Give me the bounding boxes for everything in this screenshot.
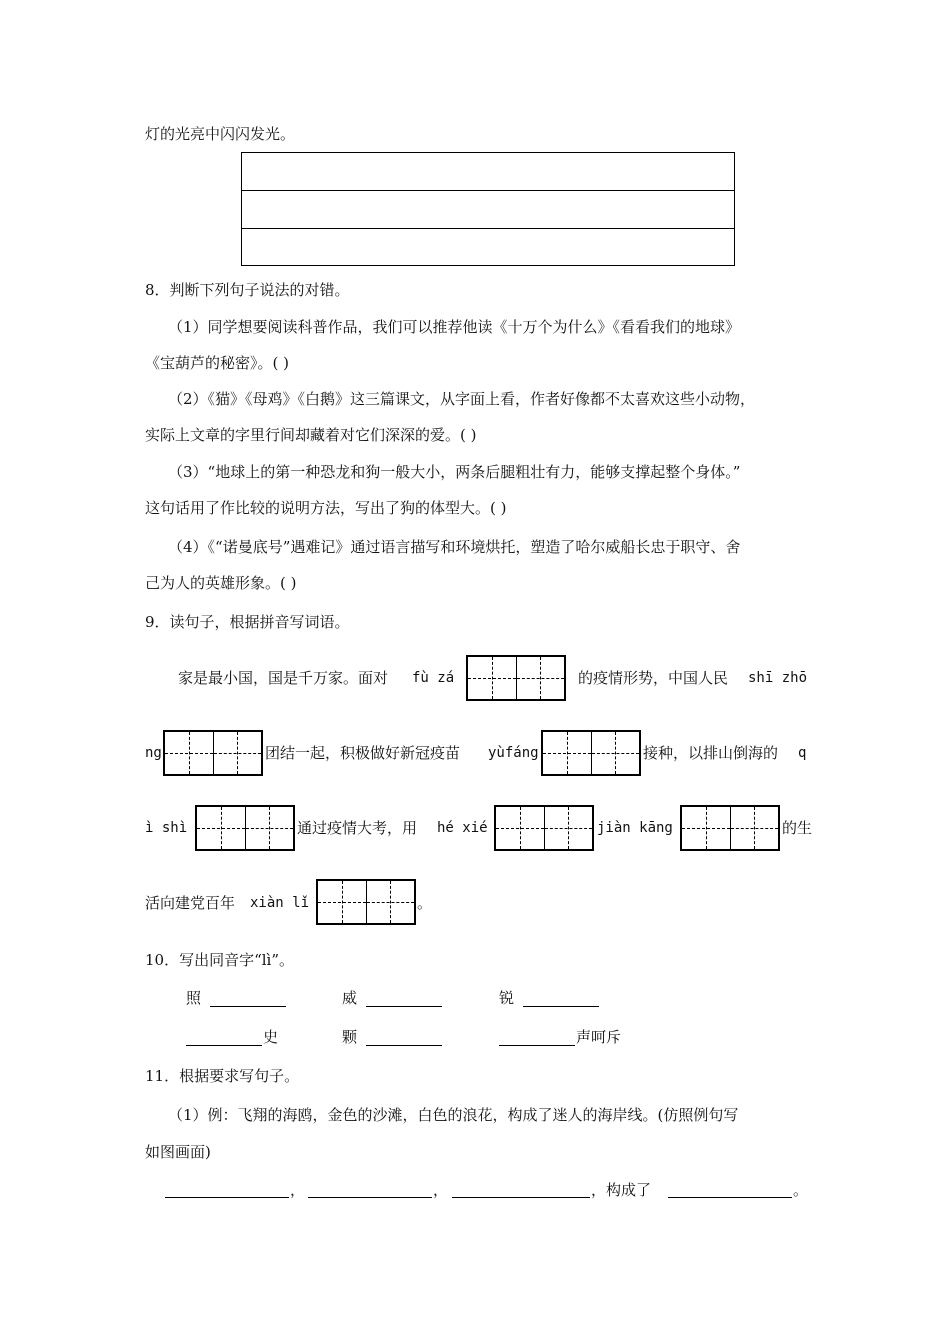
q11-title: 11．根据要求写句子。 <box>145 1067 300 1085</box>
pinyin-q: q <box>798 745 807 761</box>
q8-item4-line1: （4）《“诺曼底号”遇难记》通过语言描写和环境烘托，塑造了哈尔威船长忠于职守、舍 <box>168 538 741 556</box>
answer-grid-shizhong[interactable] <box>163 730 263 776</box>
q10-char-wei: 威 <box>342 989 358 1007</box>
q11-blank-3[interactable] <box>452 1177 590 1198</box>
q10-title: 10．写出同音字“lì”。 <box>145 951 295 969</box>
q8-item1-line2[interactable]: 《宝葫芦的秘密》。( ) <box>145 354 289 372</box>
q11-goucheng: ，构成了 <box>591 1181 652 1199</box>
answer-row-2[interactable] <box>242 191 734 229</box>
q11-comma-2: ， <box>433 1181 449 1199</box>
q10-char-shi: 史 <box>263 1028 279 1046</box>
pinyin-hexie: hé xié <box>437 820 488 836</box>
q8-item4-line2[interactable]: 己为人的英雄形象。( ) <box>145 574 297 592</box>
q8-title: 8．判断下列句子说法的对错。 <box>145 281 350 299</box>
q11-period: 。 <box>793 1181 809 1199</box>
q10-char-shengheche: 声呵斥 <box>576 1028 622 1046</box>
q8-item2-line2[interactable]: 实际上文章的字里行间却藏着对它们深深的爱。( ) <box>145 426 477 444</box>
answer-grid-hexie[interactable] <box>494 805 594 851</box>
answer-grid-qishi[interactable] <box>195 805 295 851</box>
q11-item1-line2: 如图画面) <box>145 1143 211 1161</box>
q9-line1-text: 家是最小国，国是千万家。面对 <box>178 669 389 687</box>
answer-grid-xianli[interactable] <box>316 879 416 925</box>
q10-char-zhao: 照 <box>186 989 202 1007</box>
q10-blank-3[interactable] <box>523 986 599 1007</box>
q11-blank-2[interactable] <box>308 1177 432 1198</box>
q10-blank-2[interactable] <box>366 986 442 1007</box>
q8-item1-line1: （1）同学想要阅读科普作品，我们可以推荐他读《十万个为什么》《看看我们的地球》 <box>168 318 741 336</box>
q11-comma-1: ， <box>290 1181 306 1199</box>
answer-row-1[interactable] <box>242 153 734 191</box>
pinyin-xianli: xiàn lǐ <box>250 895 310 911</box>
pinyin-fuza: fù zá <box>412 670 455 686</box>
answer-grid-fuza[interactable] <box>466 655 566 701</box>
pinyin-ng: ng <box>145 745 162 761</box>
q11-item1-line1: （1）例：飞翔的海鸥，金色的沙滩，白色的浪花，构成了迷人的海岸线。(仿照例句写 <box>168 1106 739 1124</box>
q9-line4-end: 。 <box>417 894 433 912</box>
answer-table <box>241 152 735 266</box>
pinyin-yufang: yùfáng <box>488 745 539 761</box>
q9-line3-text: 通过疫情大考，用 <box>297 819 418 837</box>
q11-blank-4[interactable] <box>668 1177 792 1198</box>
q9-line4-text: 活向建党百年 <box>145 894 236 912</box>
q10-blank-6[interactable] <box>499 1025 575 1046</box>
q9-line2-text2: 接种，以排山倒海的 <box>643 744 779 762</box>
q10-blank-5[interactable] <box>366 1025 442 1046</box>
q9-line2-text: 团结一起，积极做好新冠疫苗 <box>265 744 461 762</box>
answer-row-3[interactable] <box>242 229 734 267</box>
q10-blank-4[interactable] <box>186 1025 262 1046</box>
q8-item2-line1: （2）《猫》《母鸡》《白鹅》这三篇课文，从字面上看，作者好像都不太喜欢这些小动物， <box>168 390 756 408</box>
pinyin-shizho: shī zhō <box>748 670 808 686</box>
pinyin-jiankang: jiàn kāng <box>597 820 673 836</box>
q8-item3-line1: （3）“地球上的第一种恐龙和狗一般大小，两条后腿粗壮有力，能够支撑起整个身体。” <box>168 463 741 481</box>
q8-item3-line2[interactable]: 这句话用了作比较的说明方法，写出了狗的体型大。( ) <box>145 499 507 517</box>
answer-grid-jiankang[interactable] <box>680 805 780 851</box>
pinyin-ishi: ì shì <box>145 820 188 836</box>
q9-title: 9．读句子，根据拼音写词语。 <box>145 613 350 631</box>
q10-char-rui: 锐 <box>499 989 515 1007</box>
q11-blank-1[interactable] <box>165 1177 289 1198</box>
q10-blank-1[interactable] <box>210 986 286 1007</box>
intro-line: 灯的光亮中闪闪发光。 <box>145 125 296 143</box>
q10-char-ke: 颗 <box>342 1028 358 1046</box>
answer-grid-yufang[interactable] <box>541 730 641 776</box>
q9-line1-text2: 的疫情形势，中国人民 <box>578 669 729 687</box>
q9-line3-text2: 的生 <box>782 819 813 837</box>
